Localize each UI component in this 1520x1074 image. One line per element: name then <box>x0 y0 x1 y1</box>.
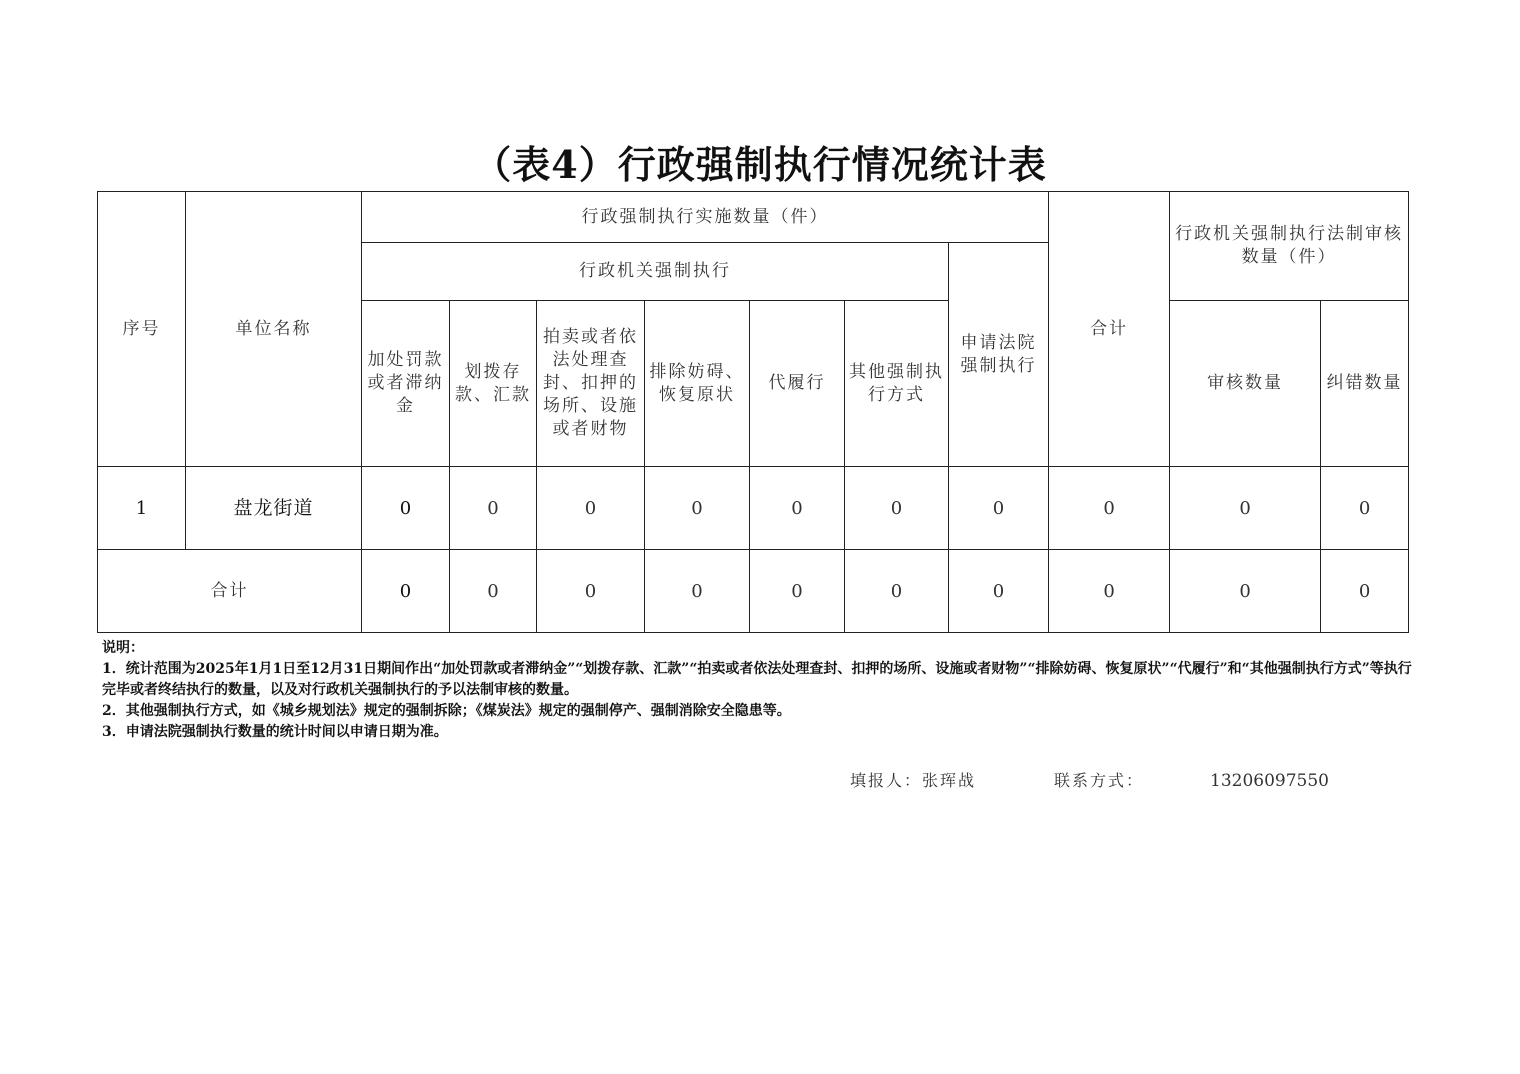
total-value: 0 <box>949 550 1049 633</box>
header-fines-or-late-fees: 加处罚款或者滞纳金 <box>362 301 450 467</box>
header-correction-count: 纠错数量 <box>1321 301 1409 467</box>
total-value: 0 <box>1049 550 1170 633</box>
note-1: 1．统计范围为2025年1月1日至12月31日期间作出“加处罚款或者滞纳金”“划拨存款、汇款”“拍卖或者依法处理查封、扣押的场所、设施或者财物”“排除妨碍、恢复原状”“代履行”和“其他强制执行方式”等执行完毕或者终结执行的数量，以及对行政机关强制执行的予以法制审核的数量。 <box>102 661 1412 698</box>
row-value: 0 <box>537 467 645 550</box>
row-seq: 1 <box>98 467 186 550</box>
header-review-count: 审核数量 <box>1170 301 1321 467</box>
row-value: 0 <box>1170 467 1321 550</box>
header-other-methods: 其他强制执行方式 <box>845 301 949 467</box>
header-auction-seized-property: 拍卖或者依法处理查封、扣押的场所、设施或者财物 <box>537 301 645 467</box>
total-value: 0 <box>1170 550 1321 633</box>
row-value: 0 <box>750 467 845 550</box>
row-value: 0 <box>362 467 450 550</box>
notes-heading: 说明： <box>102 640 144 656</box>
contact-label: 联系方式： <box>1054 771 1145 790</box>
total-row <box>98 550 1409 633</box>
note-2: 2．其他强制执行方式，如《城乡规划法》规定的强制拆除；《煤炭法》规定的强制停产、强制消除安全隐患等。 <box>102 703 791 719</box>
header-unit-name: 单位名称 <box>186 192 362 467</box>
header-agency-enforcement: 行政机关强制执行 <box>362 243 949 301</box>
total-value: 0 <box>645 550 750 633</box>
contact-phone: 13206097550 <box>1210 771 1329 791</box>
row-value: 0 <box>645 467 750 550</box>
total-value: 0 <box>750 550 845 633</box>
total-value: 0 <box>537 550 645 633</box>
header-deposit-transfer: 划拨存款、汇款 <box>450 301 537 467</box>
header-total: 合计 <box>1049 192 1170 467</box>
header-remove-obstruction: 排除妨碍、恢复原状 <box>645 301 750 467</box>
total-value: 0 <box>1321 550 1409 633</box>
filler-label: 填报人：张珲战 <box>850 771 977 790</box>
header-seq: 序号 <box>98 192 186 467</box>
row-value: 0 <box>1049 467 1170 550</box>
total-row-label: 合计 <box>98 550 362 633</box>
row-unit-name: 盘龙街道 <box>186 467 362 550</box>
note-3: 3．申请法院强制执行数量的统计时间以申请日期为准。 <box>102 724 448 740</box>
notes-section <box>102 638 1412 743</box>
page-title: （表4）行政强制执行情况统计表 <box>473 142 1047 187</box>
total-value: 0 <box>450 550 537 633</box>
statistics-table <box>97 191 1409 633</box>
row-value: 0 <box>1321 467 1409 550</box>
row-value: 0 <box>949 467 1049 550</box>
header-implementation-count: 行政强制执行实施数量（件） <box>362 192 1049 243</box>
row-value: 0 <box>845 467 949 550</box>
row-value: 0 <box>450 467 537 550</box>
total-value: 0 <box>362 550 450 633</box>
header-court-enforcement: 申请法院强制执行 <box>949 243 1049 467</box>
total-value: 0 <box>845 550 949 633</box>
header-substitute-performance: 代履行 <box>750 301 845 467</box>
table-row <box>98 467 1409 550</box>
header-legal-review-count: 行政机关强制执行法制审核数量（件） <box>1170 192 1409 301</box>
